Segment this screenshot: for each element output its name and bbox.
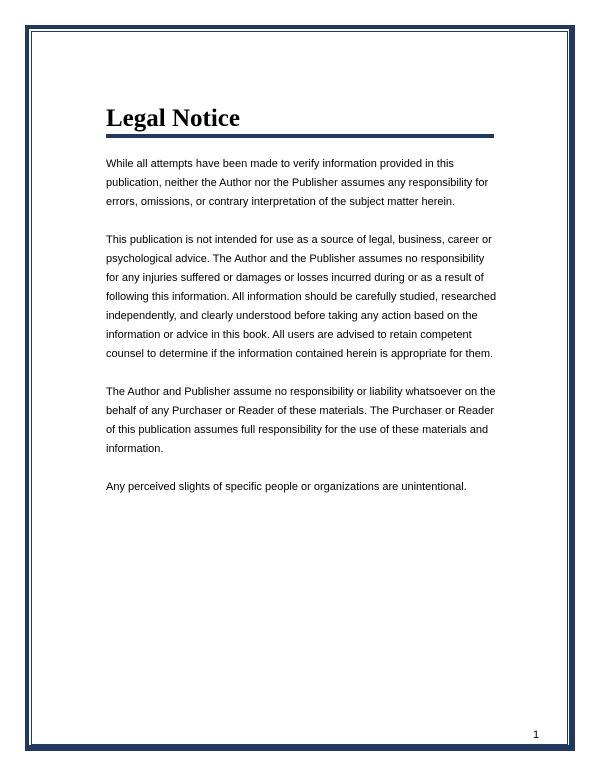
notice-body	[106, 155, 498, 516]
paragraph-not-advice: This publication is not intended for use as a source of legal, business, career or psychological advice. The Author and the Publisher assumes no responsibility for any injuries suffered or damages or losses incurred during or as a result of following this information. All information should be carefully studied, researched independently, and clearly understood before taking any action based on the information or advice in this book. All users are advised to retain competent counsel to determine if the information contained herein is appropriate for them.	[106, 234, 497, 360]
page-number: 1	[533, 729, 540, 741]
title-underline-rule	[106, 134, 494, 138]
page-title: Legal Notice	[106, 105, 240, 132]
paragraph-unintentional-slights: Any perceived slights of specific people or organizations are unintentional.	[106, 481, 467, 493]
paragraph-verification: While all attempts have been made to verify information provided in this publication, neither the Author nor the Publisher assumes any responsibility for errors, omissions, or contrary interpretation of the subject matter herein.	[106, 158, 489, 208]
paragraph-liability: The Author and Publisher assume no responsibility or liability whatsoever on the behalf of any Purchaser or Reader of these materials. The Purchaser or Reader of this publication assumes full responsibility for the use of these materials and information.	[106, 386, 496, 455]
